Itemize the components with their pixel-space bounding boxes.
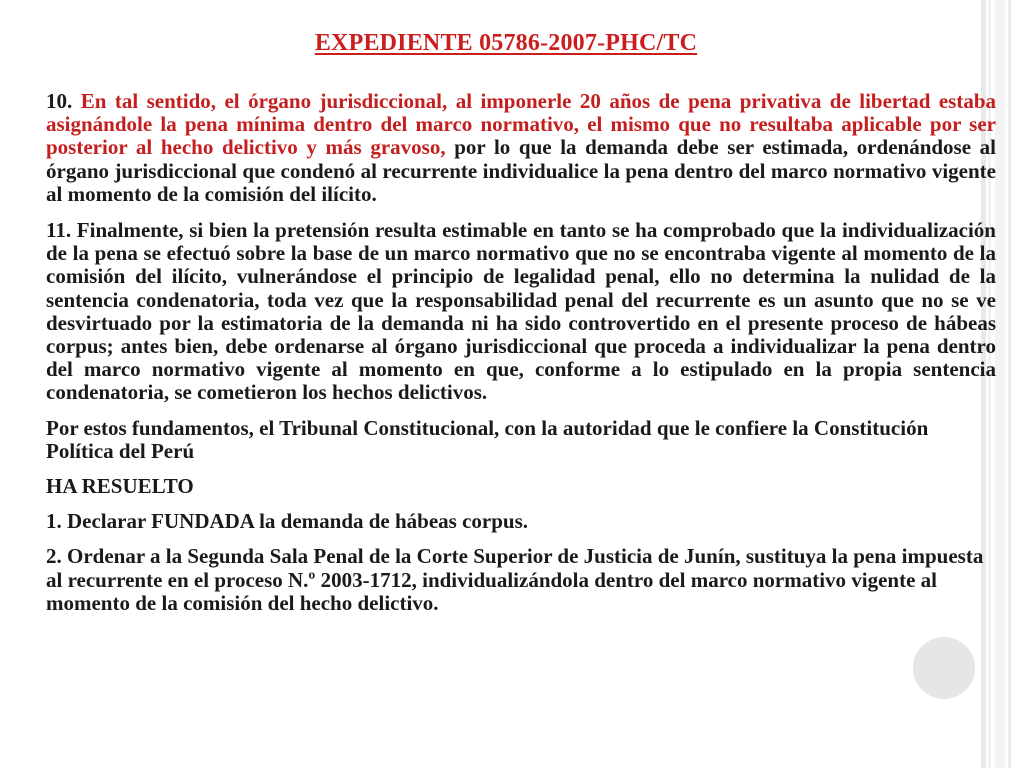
- document-title: EXPEDIENTE 05786-2007-PHC/TC: [314, 30, 698, 56]
- decorative-circle: [913, 637, 975, 699]
- fundamentos-paragraph: Por estos fundamentos, el Tribunal Constitucional, con la autoridad que le confiere la Constitución Política del Perú: [46, 415, 929, 463]
- resolution-1: 1. Declarar FUNDADA la demanda de hábeas corpus.: [46, 509, 529, 534]
- paragraph-11: 11. Finalmente, si bien la pretensión resulta estimable en tanto se ha comprobado que la individualización de la pena se efectuó sobre la base de un marco normativo que no se encontraba vigente al momento de la comisión del ilícito, vulnerándose el principio de legalidad penal, ello no determina la nulidad de la sentencia condenatoria, toda vez que la responsabilidad penal del recurrente es un asunto que no se ve desvirtuado por la estimatoria de la demanda ni ha sido controvertido en el presente proceso de hábeas corpus; antes bien, debe ordenarse al órgano jurisdiccional que proceda a individualizar la pena dentro del marco normativo vigente al momento en que, conforme a lo estipulado en la propia sentencia condenatoria, se cometieron los hechos delictivos.: [46, 218, 996, 405]
- resolution-2: 2. Ordenar a la Segunda Sala Penal de la Corte Superior de Justicia de Junín, sustituya la pena impuesta al recurrente en el proceso N.º 2003-1712, individualizándola dentro del marco normativo vigente al momento de la comisión del hecho delictivo.: [46, 544, 984, 615]
- paragraph-10-conclusion: por lo que la demanda debe ser estimada, ordenándose al órgano jurisdiccional que condenó al recurrente individualice la pena dentro del marco normativo vigente al momento de la comisión del ilícito.: [46, 135, 997, 206]
- paragraph-10-highlight: En tal sentido, el órgano jurisdiccional, al imponerle 20 años de pena privativa de libertad estaba asignándole la pena mínima dentro del marco normativo, el mismo que no resultaba aplicable por ser posterior al hecho delictivo y más gravoso,: [46, 89, 996, 160]
- right-edge-stripe: [1008, 0, 1011, 768]
- document-body: [46, 90, 996, 615]
- right-edge-stripe: [995, 0, 1005, 768]
- ha-resuelto-heading: HA RESUELTO: [46, 474, 194, 499]
- paragraph-10: [46, 90, 996, 206]
- paragraph-10-number: 10.: [46, 89, 73, 113]
